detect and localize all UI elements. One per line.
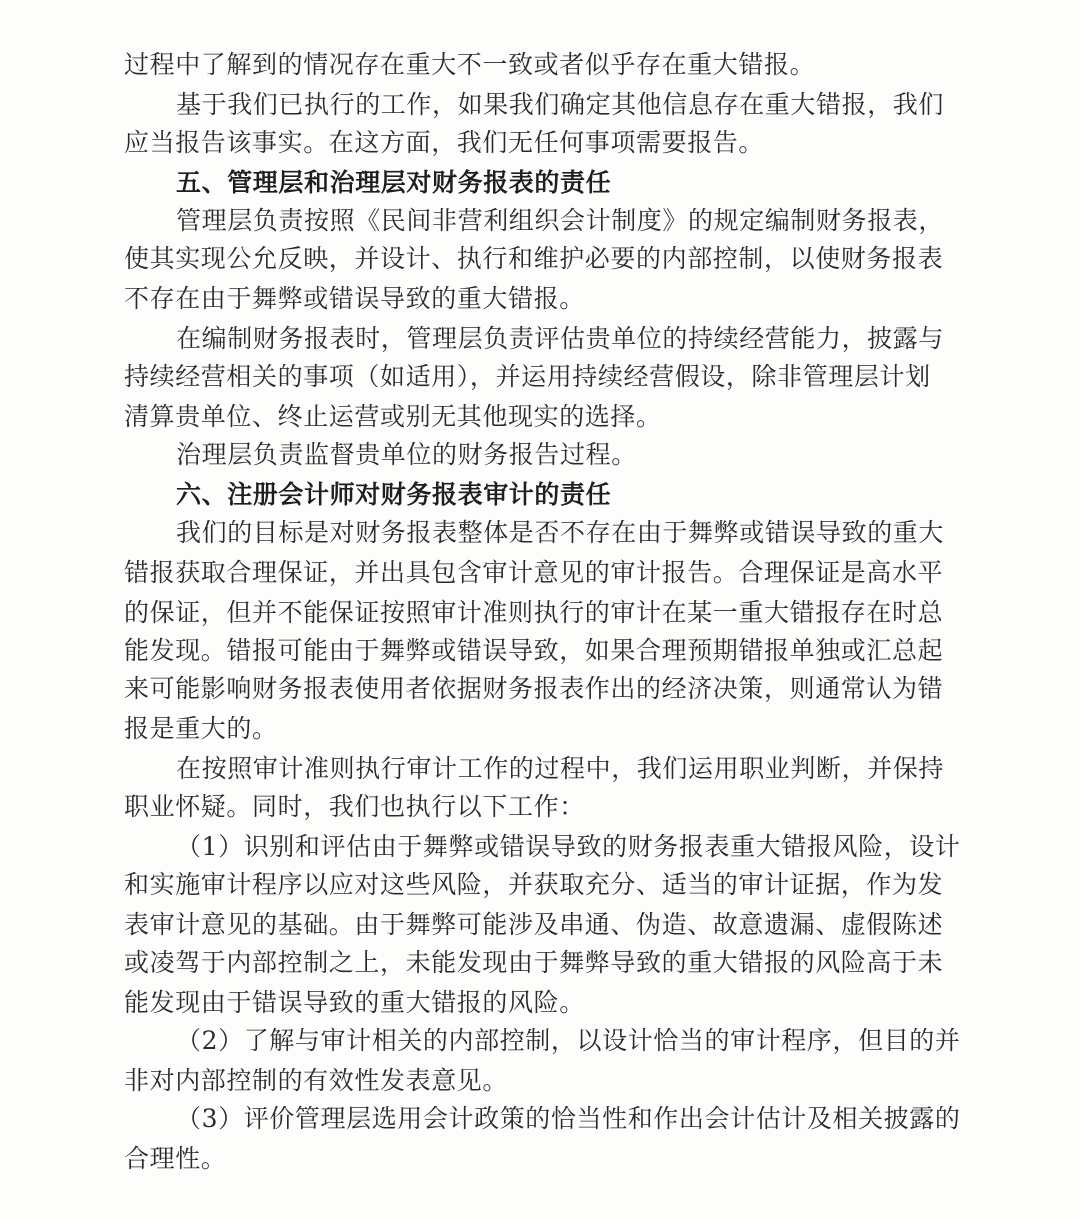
section-heading-6: 六、注册会计师对财务报表审计的责任 [176, 480, 612, 509]
text-line: 在按照审计准则执行审计工作的过程中，我们运用职业判断，并保持 [176, 754, 945, 783]
text-line: 能发现由于错误导致的重大错报的风险。 [124, 988, 585, 1017]
text-line: 或凌驾于内部控制之上，未能发现由于舞弊导致的重大错报的风险高于未 [124, 948, 944, 977]
text-line: 使其实现公允反映，并设计、执行和维护必要的内部控制，以使财务报表 [124, 244, 944, 273]
text-line: 过程中了解到的情况存在重大不一致或者似乎存在重大错报。 [124, 50, 816, 79]
text-line: 职业怀疑。同时，我们也执行以下工作： [124, 792, 585, 821]
text-line: 错报获取合理保证，并出具包含审计意见的审计报告。合理保证是高水平 [124, 558, 944, 587]
text-line: 的保证，但并不能保证按照审计准则执行的审计在某一重大错报存在时总 [124, 598, 944, 627]
text-line: 治理层负责监督贵单位的财务报告过程。 [176, 440, 637, 469]
section-heading-5: 五、管理层和治理层对财务报表的责任 [176, 168, 612, 197]
text-line: 合理性。 [124, 1144, 227, 1173]
text-line: 非对内部控制的有效性发表意见。 [124, 1066, 509, 1095]
text-line: 清算贵单位、终止运营或别无其他现实的选择。 [124, 402, 662, 431]
text-line: 能发现。错报可能由于舞弊或错误导致，如果合理预期错报单独或汇总起 [124, 636, 944, 665]
list-item-1: （1）识别和评估由于舞弊或错误导致的财务报表重大错报风险，设计 [176, 832, 961, 861]
text-line: 不存在由于舞弊或错误导致的重大错报。 [124, 284, 585, 313]
text-line: 应当报告该事实。在这方面，我们无任何事项需要报告。 [124, 128, 765, 157]
text-line: 报是重大的。 [124, 714, 278, 743]
list-item-2: （2）了解与审计相关的内部控制，以设计恰当的审计程序，但目的并 [176, 1026, 961, 1055]
text-line: 基于我们已执行的工作，如果我们确定其他信息存在重大错报，我们 [176, 90, 945, 119]
text-line: 我们的目标是对财务报表整体是否不存在由于舞弊或错误导致的重大 [176, 518, 945, 547]
text-line: 表审计意见的基础。由于舞弊可能涉及串通、伪造、故意遗漏、虚假陈述 [124, 910, 944, 939]
text-line: 管理层负责按照《民间非营利组织会计制度》的规定编制财务报表， [176, 206, 945, 235]
text-line: 和实施审计程序以应对这些风险，并获取充分、适当的审计证据，作为发 [124, 870, 944, 899]
text-line: 在编制财务报表时，管理层负责评估贵单位的持续经营能力，披露与 [176, 324, 945, 353]
text-line: 来可能影响财务报表使用者依据财务报表作出的经济决策，则通常认为错 [124, 674, 944, 703]
text-line: 持续经营相关的事项（如适用），并运用持续经营假设，除非管理层计划 [124, 362, 931, 391]
list-item-3: （3）评价管理层选用会计政策的恰当性和作出会计估计及相关披露的 [176, 1104, 961, 1133]
